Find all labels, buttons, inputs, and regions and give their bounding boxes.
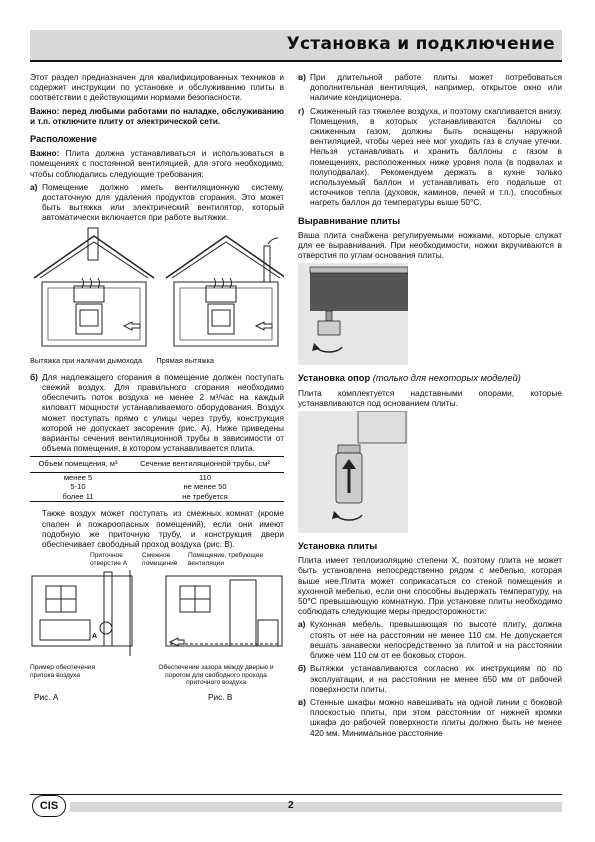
caption-chimney: Вытяжка при наличии дымохода (30, 355, 142, 365)
caption-direct: Прямая вытяжка (156, 355, 214, 365)
table-header-row (30, 457, 284, 472)
letter-a: А (92, 633, 98, 641)
fig-b-label: Рис. В (208, 692, 233, 703)
support-installation-figure (298, 411, 408, 533)
list-item-g (298, 106, 562, 208)
list-marker: в) (298, 696, 306, 707)
table-row (30, 482, 284, 492)
install-heading: Установка плиты (298, 541, 378, 552)
supports-heading (298, 373, 562, 383)
leveling-paragraph: Ваша плита снабжена регулируемыми ножками, которые служат для ее выравнивания. При необходимости, ножки вкручиваются в отверстия по углам основания плиты. (298, 229, 562, 261)
list-item-rb (298, 663, 562, 694)
install-paragraph: Плита имеет теплоизоляцию степени X, поэтому плита не может быть установлена непосредственно рядом с мебелью, которая выше нее.Плита может соприкасаться со стеной помещения и кухонной мебелью, если они способны выдержать температуру, на 50°C превышающую комнатную. При установке плиты необходимо соблюдать следующие меры предосторожности: (298, 555, 562, 617)
list-item-rv (298, 697, 562, 738)
placement-important (30, 148, 284, 179)
label-room: Помещение, требующее вентиляции (188, 552, 264, 567)
page-number: 2 (288, 800, 294, 811)
table-row (30, 492, 284, 502)
right-column (298, 72, 562, 741)
list-marker: б) (30, 371, 38, 382)
list-text: Стенные шкафы можно навешивать на одной линии с боковой плоскостью плиты, при этом расстоянии от нижней кромки шкафа до рабочей поверхности плиты должно быть не менее 420 мм. Минимальное расстояние (310, 696, 562, 738)
region-badge: CIS (32, 795, 66, 817)
supports-note: (только для некоторых моделей) (372, 373, 521, 384)
list-text: Помещение должно иметь вентиляционную систему, достаточную для удаления продуктов сгорания. Это может быть вытяжка или электрический вентилятор, который автоматически включается при работе вытяжки. (42, 181, 284, 223)
table-cell: не менее 50 (183, 482, 227, 492)
table-header: Объем помещения, м³ (30, 457, 126, 472)
list-text: Сжиженный газ тяжелее воздуха, и поэтому скапливается внизу. Помещения, в которых устанавливаются баллоны со сжиженным газом, должны быть оснащены наружной вентиляцией, чтобы через нее мог уходить газ в случае утечки. Нельзя устанавливать и хранить баллоны с газом в помещениях, расположенных ниже уровня пола (в подвалах и полуподвалах). Рекомендуем держать в кухне только используемый баллон и устанавливать его подальше от источников тепла (духовок, каминов, печей и т.п.), способных нагреть баллон до температуры выше 50°C. (310, 105, 562, 208)
figure1-captions (30, 356, 284, 366)
important-label: Важно: (30, 148, 60, 159)
leveling-foot-figure (298, 263, 408, 365)
list-marker: а) (30, 181, 38, 192)
leveling-heading: Выравнивание плиты (298, 215, 401, 226)
supports-paragraph: Плита комплектуется надставными опорами, которые устанавливаются под основанием плиты. (298, 387, 562, 408)
list-item-a (30, 182, 284, 223)
header-rule (30, 60, 562, 62)
important-text: Плита должна устанавливаться и использоваться в помещениях с постоянной вентиляцией, для этого необходимо, чтобы соблюдались следующие требования: (30, 148, 284, 179)
left-column (30, 72, 284, 712)
table-cell: более 11 (30, 492, 126, 502)
ventilation-table (30, 456, 284, 502)
list-text: При длительной работе плиты может потребоваться дополнительная вентиляция, например, открытое окно или наличие кондиционера. (310, 72, 562, 103)
list-text: Для надлежащего сгорания в помещение должен поступать свежий воздух. Для правильного сгорания необходимо обеспечить поток воздуха не менее 2 м³/час на каждый киловатт мощности устанавливаемого оборудования. Воздух может поступать прямо с улицы через трубу, конструкция которой не допускает засорения (рис. А). Ниже приведены варианты сечения вентиляционной трубы в зависимости от объема помещения, в котором устанавливается плита. (42, 371, 284, 454)
table-cell: 110 (198, 472, 212, 482)
ventilation-houses-figure (30, 226, 284, 354)
supports-title: Установка опор (298, 373, 371, 384)
list-marker: б) (298, 663, 306, 674)
table-cell: 5-10 (70, 482, 86, 492)
list-item-b (30, 372, 284, 454)
footer-rule (30, 794, 562, 795)
air-inlet-figure (30, 552, 284, 712)
table-header: Сечение вентиляционной трубы, см² (126, 457, 284, 472)
table-cell: не требуется (126, 492, 284, 502)
list-marker: в) (298, 72, 306, 82)
label-inlet: Приточное отверстие А (90, 552, 128, 567)
list-text: Кухонная мебель, превышающая по высоте плиту, должна стоять от нее на расстоянии не менее 110 см. Не допускается вешать занавески непосредственно за плитой и на расстоянии ближе чем 110 см от ее боковых сторон. (310, 619, 562, 661)
placement-heading: Расположение (30, 134, 97, 145)
caption-door-gap: Обеспечение зазора между дверью и порогом для свободного прохода приточного воздуха (158, 664, 274, 687)
footer-bar (70, 802, 562, 812)
page-title: Установка и подключение (286, 34, 555, 54)
intro-paragraph: Этот раздел предназначен для квалифицированных техников и содержит инструкции по установке и обслуживанию плиты в соответствии с действующими нормами безопасности. (30, 72, 284, 103)
list-text: Вытяжки устанавливаются согласно их инструкциям по по эксплуатации, и на расстоянии не менее 650 мм от рабочей поверхности плиты. (310, 663, 562, 694)
list-marker: г) (298, 105, 305, 116)
air-inlet-drawing (30, 570, 284, 660)
caption-inlet-example: Пример обеспечения притока воздуха (30, 664, 96, 679)
list-item-ra (298, 619, 562, 660)
table-row (30, 472, 284, 482)
warning-paragraph: Важно: перед любыми работами по наладке, обслуживанию и т.п. отключите плиту от электрической сети. (30, 105, 284, 126)
label-adjacent: Смежное помещение (142, 552, 178, 567)
also-air-paragraph: Также воздух может поступать из смежных комнат (кроме спален и пожароопасных помещений), если они имеют подобную же приточную трубу, и конструкция двери обеспечивает свободный проход воздуха (рис. В). (42, 508, 284, 550)
table-cell: менее 5 (63, 472, 93, 482)
list-item-v (298, 72, 562, 103)
list-marker: а) (298, 619, 306, 630)
fig-a-label: Рис. А (34, 692, 59, 703)
